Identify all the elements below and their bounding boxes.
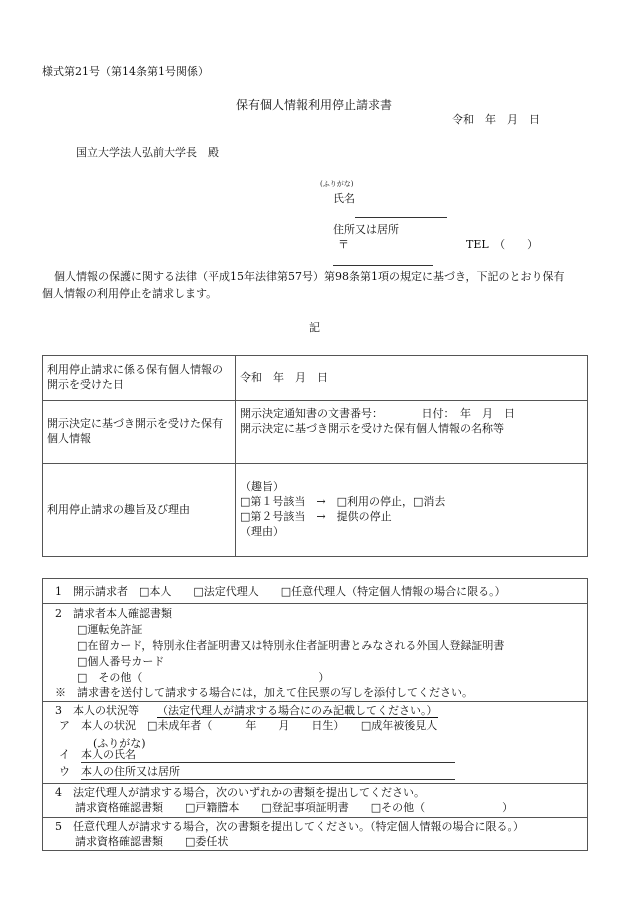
table-label-disclosed-info bbox=[43, 401, 236, 464]
request-detail-table bbox=[42, 355, 588, 557]
document-number-line: 開示決定通知書の文書番号： 日付： 年 月 日 bbox=[240, 407, 515, 420]
section-divider bbox=[43, 603, 587, 604]
section3-furigana: (ふりがな) bbox=[93, 737, 146, 750]
info-name-line: 開示決定に基づき開示を受けた保有個人情報の名称等 bbox=[240, 421, 504, 435]
section4-line2[interactable]: 請求資格確認書類 □戸籍謄本 □登記事項証明書 □その他（ ） bbox=[75, 801, 514, 814]
purpose-reason-field[interactable] bbox=[236, 464, 588, 557]
table-row-disclosure-date bbox=[43, 356, 588, 401]
table-label-purpose-reason: 利用停止請求の趣旨及び理由 bbox=[43, 464, 236, 557]
section1-requester-type[interactable]: 1 開示請求者 □本人 □法定代理人 □任意代理人（特定個人情報の場合に限る。） bbox=[55, 585, 506, 598]
id-doc-residence-card[interactable]: □在留カード，特別永住者証明書又は特別永住者証明書とみなされる外国人登録証明書 bbox=[77, 639, 505, 652]
form-number: 様式第21号（第14条第1号関係） bbox=[42, 65, 209, 78]
applicant-name-label: 氏名 bbox=[333, 192, 355, 205]
reason-heading: （理由） bbox=[240, 524, 284, 538]
section5-line2[interactable]: 請求資格確認書類 □委任状 bbox=[75, 835, 229, 848]
purpose-heading: （趣旨） bbox=[240, 480, 284, 494]
table-label-disclosure-date bbox=[43, 356, 236, 401]
applicant-address-label: 住所又は居所 bbox=[333, 223, 399, 236]
applicant-furigana-label: (ふりがな) bbox=[320, 180, 354, 188]
applicant-name-line[interactable] bbox=[355, 217, 447, 218]
section2-heading: 2 請求者本人確認書類 bbox=[55, 607, 172, 620]
disclosed-info-field[interactable] bbox=[236, 401, 588, 464]
label-line: 開示を受けた日 bbox=[47, 378, 124, 391]
section3-u-prefix: ウ bbox=[59, 765, 70, 778]
requester-info-box bbox=[42, 578, 588, 851]
section3-i-prefix: イ bbox=[59, 748, 70, 761]
option-clause1[interactable]: □第１号該当 → □利用の停止，□消去 bbox=[240, 495, 446, 509]
label-line: 開示決定に基づき開示を受けた保有 bbox=[47, 417, 223, 431]
principal-name-line[interactable] bbox=[81, 762, 455, 763]
intro-line1: 個人情報の保護に関する法律（平成15年法律第57号）第98条第1項の規定に基づき，下記のとおり保有 bbox=[54, 270, 565, 283]
tel-label: TEL （ ） bbox=[466, 238, 539, 251]
disclosure-date-field[interactable]: 令和 年 月 日 bbox=[236, 356, 588, 401]
option-clause2[interactable]: □第２号該当 → 提供の停止 bbox=[240, 510, 392, 523]
section-divider bbox=[43, 817, 587, 818]
label-line: 個人情報 bbox=[47, 432, 91, 445]
id-doc-mynumber-card[interactable]: □個人番号カード bbox=[77, 655, 165, 668]
section-divider bbox=[43, 783, 587, 784]
section4-line1: 4 法定代理人が請求する場合，次のいずれかの書類を提出してください。 bbox=[55, 786, 425, 799]
section3-heading-note: （法定代理人が請求する場合にのみ記載してください。） bbox=[157, 704, 438, 717]
id-doc-other[interactable]: □ その他（ ） bbox=[77, 671, 330, 684]
principal-address-label: 本人の住所又は居所 bbox=[81, 765, 180, 778]
principal-name-label: 本人の氏名 bbox=[81, 748, 136, 761]
table-row-disclosed-info bbox=[43, 401, 588, 464]
section-divider bbox=[43, 701, 587, 702]
intro-line2: 個人情報の利用停止を請求します。 bbox=[42, 287, 218, 300]
principal-address-line[interactable] bbox=[81, 779, 455, 780]
section5-line1: 5 任意代理人が請求する場合，次の書類を提出してください。（特定個人情報の場合に限る。） bbox=[55, 820, 524, 833]
addressee: 国立大学法人弘前大学長 殿 bbox=[76, 146, 219, 159]
id-doc-license[interactable]: □運転免許証 bbox=[77, 623, 143, 636]
page-title: 保有個人情報利用停止請求書 bbox=[236, 98, 393, 112]
section3-status-line[interactable]: ア 本人の状況 □未成年者（ 年 月 日生） □成年被後見人 bbox=[59, 719, 438, 732]
section2-note: ※ 請求書を送付して請求する場合には，加えて住民票の写しを添付してください。 bbox=[55, 686, 473, 699]
postal-mark: 〒 bbox=[338, 238, 349, 251]
label-line: 利用停止請求に係る保有個人情報の bbox=[47, 363, 223, 377]
date-line: 令和 年 月 日 bbox=[452, 113, 540, 126]
table-row-purpose-reason bbox=[43, 464, 588, 557]
applicant-address-line[interactable] bbox=[333, 265, 433, 266]
ki-heading: 記 bbox=[309, 321, 320, 334]
section3-heading: 3 本人の状況等 bbox=[55, 704, 139, 717]
